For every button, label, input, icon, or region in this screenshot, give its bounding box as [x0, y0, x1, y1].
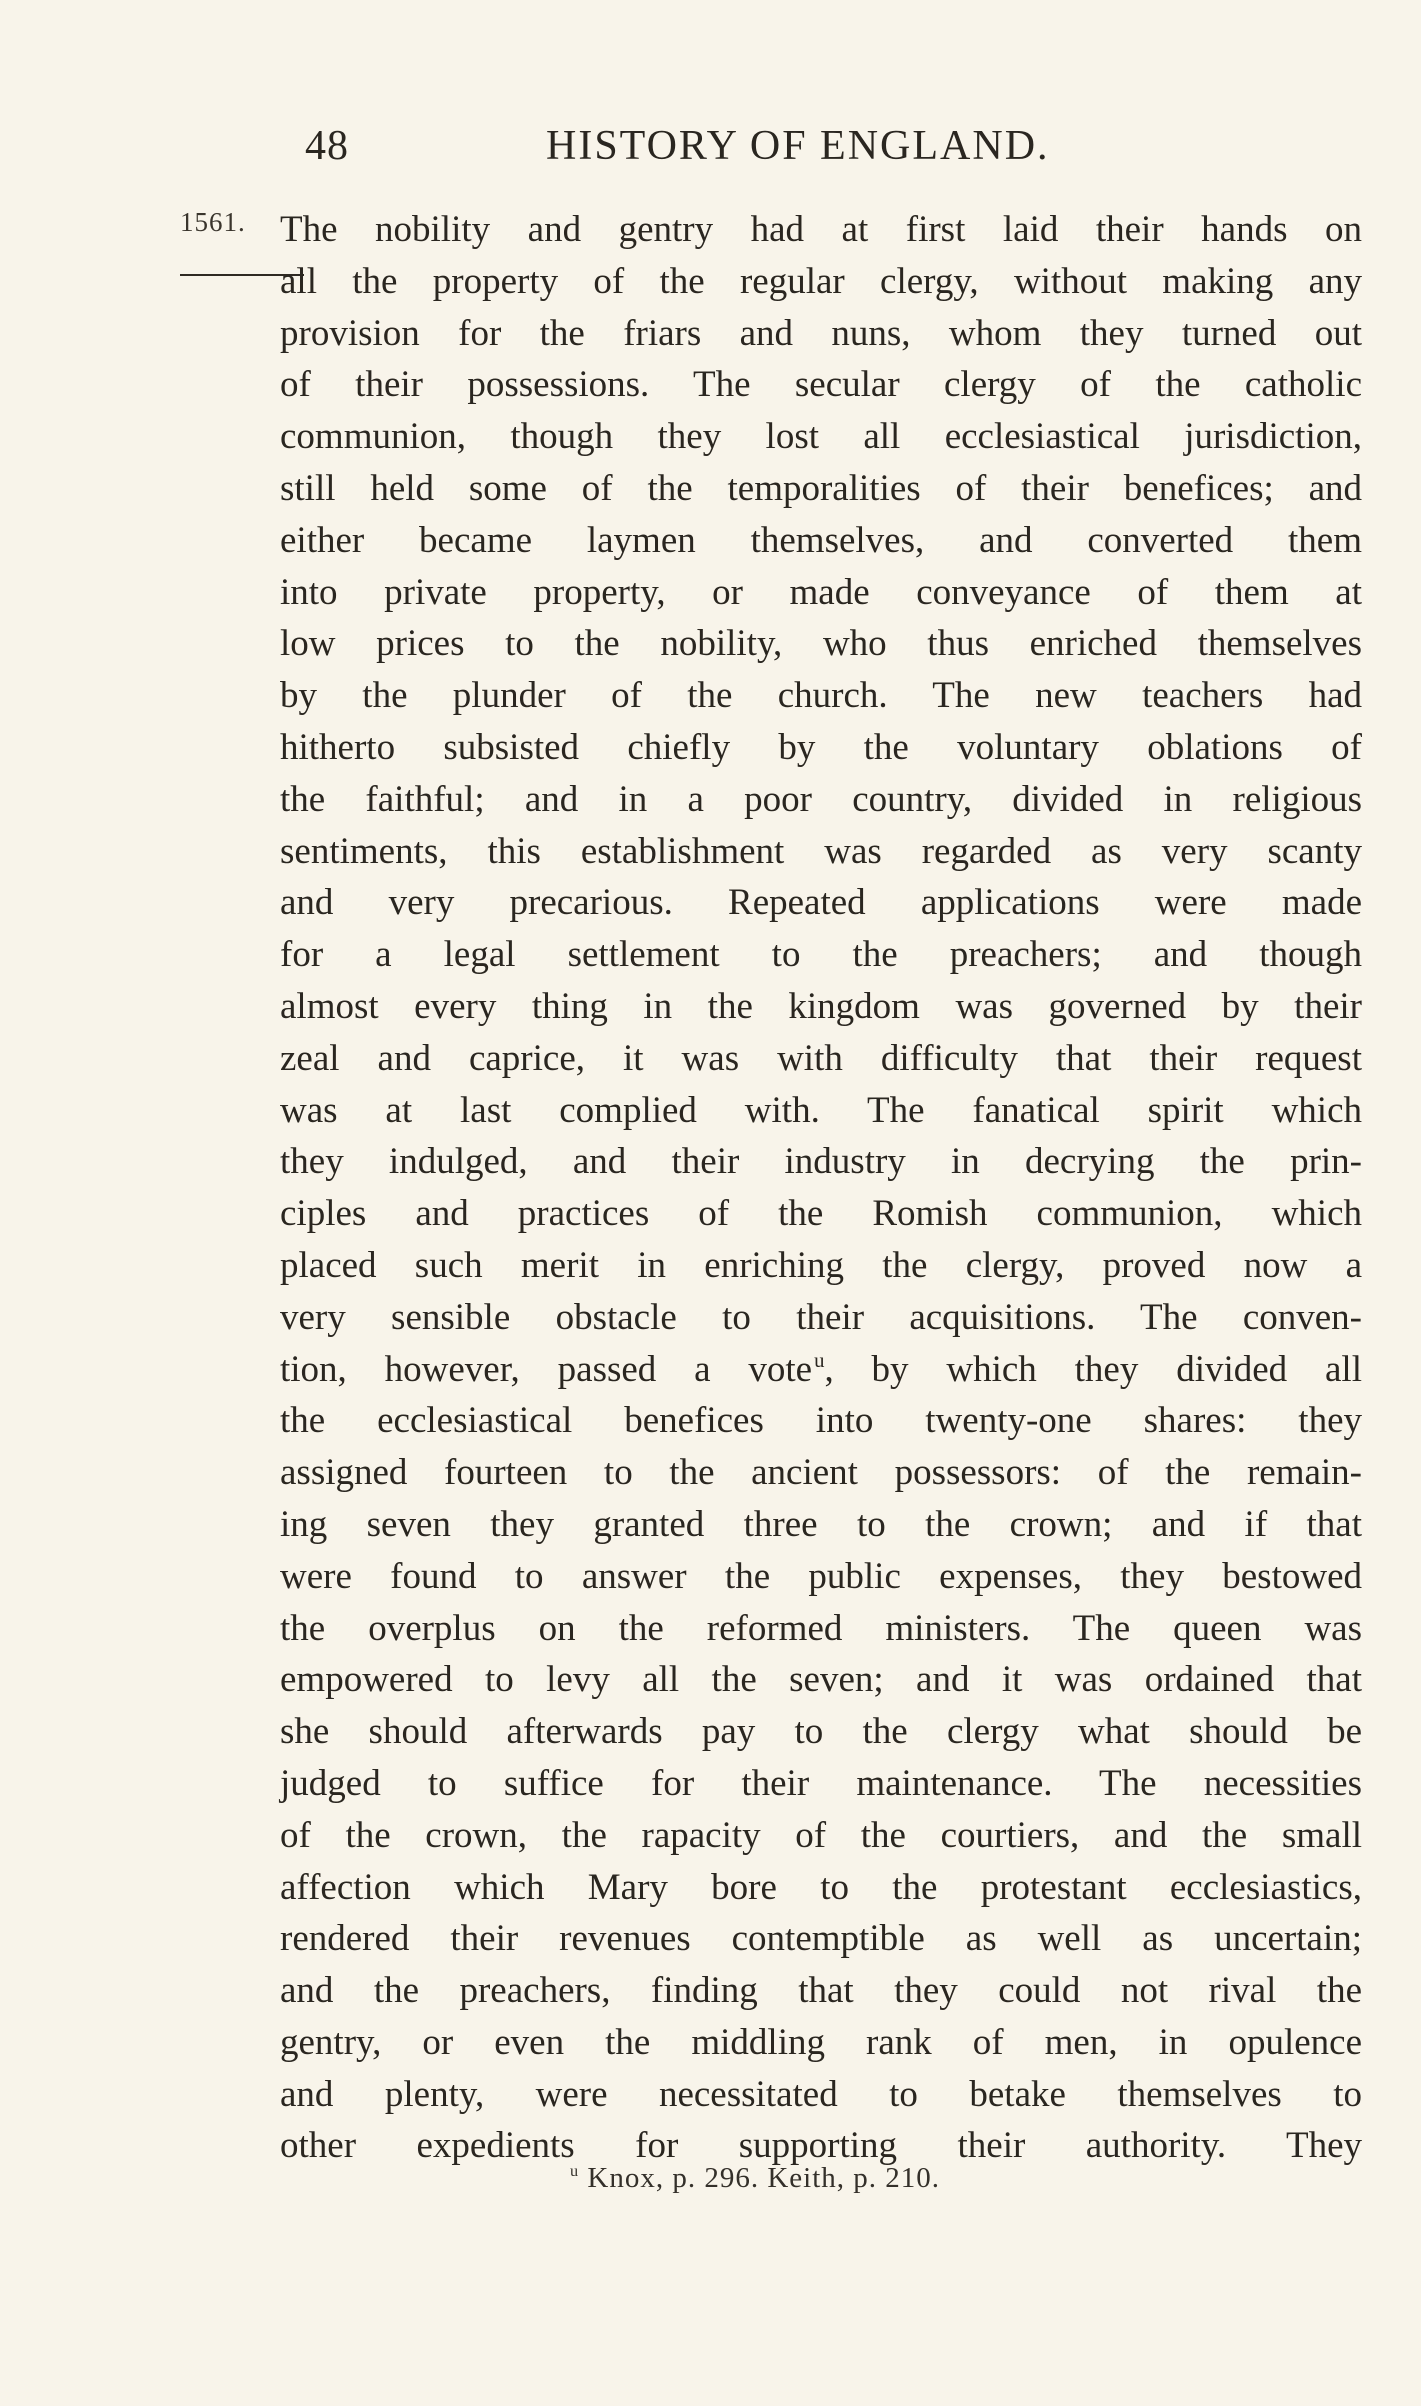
text-line: assigned fourteen to the ancient possessors: of the remain- — [280, 1452, 1362, 1494]
text-line: low prices to the nobility, who thus enriched themselves — [280, 623, 1362, 665]
year-marker: 1561. — [180, 207, 246, 237]
text-line: for a legal settlement to the preachers; and though — [280, 934, 1362, 976]
text-line: gentry, or even the middling rank of men, in opulence — [280, 2021, 1362, 2063]
text-line: was at last complied with. The fanatical spirit which — [280, 1089, 1362, 1131]
text-line: sentiments, this establishment was regarded as very scanty — [280, 830, 1362, 872]
text-line: they indulged, and their industry in decrying the prin- — [280, 1141, 1362, 1183]
text-line: the ecclesiastical benefices into twenty-one shares: they — [280, 1400, 1362, 1442]
text-line: hitherto subsisted chiefly by the voluntary oblations of — [280, 726, 1362, 768]
text-line: all the property of the regular clergy, without making any — [280, 260, 1362, 302]
footnote-mark: u — [570, 2162, 580, 2181]
text-line: still held some of the temporalities of their benefices; and — [280, 467, 1362, 509]
footnote-reference: u — [814, 1350, 825, 1373]
footnote — [568, 2162, 940, 2195]
text-line: very sensible obstacle to their acquisitions. The conven- — [280, 1296, 1362, 1338]
text-line: zeal and caprice, it was with difficulty that their request — [280, 1037, 1362, 1079]
text-line: either became laymen themselves, and converted them — [280, 519, 1362, 561]
text-line: provision for the friars and nuns, whom they turned out — [280, 312, 1362, 354]
text-line: and the preachers, finding that they could not rival the — [280, 1970, 1362, 2012]
text-line: by the plunder of the church. The new teachers had — [280, 675, 1362, 717]
text-line: ing seven they granted three to the crown; and if that — [280, 1503, 1362, 1545]
text-line: judged to suffice for their maintenance. The necessities — [280, 1762, 1362, 1804]
text-line: the overplus on the reformed ministers. The queen was — [280, 1607, 1362, 1649]
text-line: empowered to levy all the seven; and it was ordained that — [280, 1659, 1362, 1701]
text-line: The nobility and gentry had at first laid their hands on — [280, 209, 1362, 250]
text-line: she should afterwards pay to the clergy what should be — [280, 1711, 1362, 1753]
text-line: other expedients for supporting their authority. They — [280, 2125, 1362, 2167]
text-line: and plenty, were necessitated to betake themselves to — [280, 2073, 1362, 2115]
footnote-text: Knox, p. 296. Keith, p. 210. — [587, 2162, 940, 2194]
text-line-fragment: , by which they divided all — [824, 1348, 1362, 1390]
text-line: were found to answer the public expenses, they bestowed — [280, 1555, 1362, 1597]
text-line: and very precarious. Repeated applications were made — [280, 882, 1362, 924]
running-head — [0, 122, 1421, 182]
body-text — [280, 204, 1362, 2172]
text-line: into private property, or made conveyance of them at — [280, 571, 1362, 613]
page-number: 48 — [305, 123, 349, 169]
running-title: HISTORY OF ENGLAND. — [546, 123, 1050, 169]
text-line: the faithful; and in a poor country, divided in religious — [280, 778, 1362, 820]
text-line: placed such merit in enriching the clergy, proved now a — [280, 1244, 1362, 1286]
text-line-with-footnote-ref — [280, 1344, 1362, 1396]
text-line: ciples and practices of the Romish communion, which — [280, 1193, 1362, 1235]
text-line: rendered their revenues contemptible as well as uncertain; — [280, 1918, 1362, 1960]
text-line: of their possessions. The secular clergy of the catholic — [280, 364, 1362, 406]
text-line: communion, though they lost all ecclesiastical jurisdiction, — [280, 416, 1362, 458]
text-line: of the crown, the rapacity of the courtiers, and the small — [280, 1814, 1362, 1856]
text-line-fragment: tion, however, passed a vote — [280, 1348, 813, 1390]
text-line: affection which Mary bore to the protestant ecclesiastics, — [280, 1866, 1362, 1908]
text-line: almost every thing in the kingdom was governed by their — [280, 985, 1362, 1027]
